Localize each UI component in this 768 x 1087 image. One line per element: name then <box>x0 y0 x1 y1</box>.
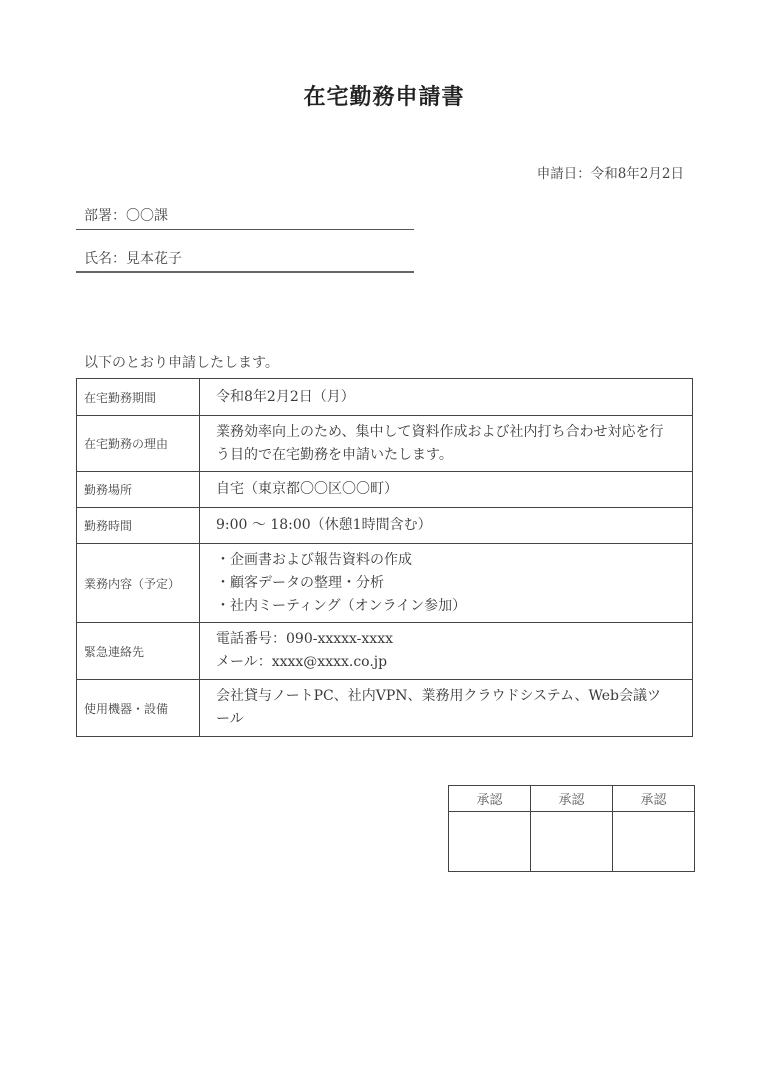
approval-header: 承認 <box>531 786 613 812</box>
table-row-hours <box>77 508 693 544</box>
table-row-tasks <box>77 544 693 623</box>
department-field: 部署：〇〇課 <box>76 204 414 230</box>
value-line: ・顧客データの整理・分析 <box>216 574 384 591</box>
row-value <box>200 416 693 472</box>
row-value <box>200 680 693 737</box>
value-line: 9:00 ～ 18:00（休憩1時間含む） <box>216 517 432 533</box>
row-value <box>200 623 693 680</box>
row-label: 業務内容（予定） <box>77 544 200 623</box>
value-line: 会社貸与ノートPC、社内VPN、業務用クラウドシステム、Web会議ツ <box>216 688 662 704</box>
approval-stamp-row <box>449 812 695 872</box>
row-label: 勤務時間 <box>77 508 200 544</box>
value-line: 電話番号：090-xxxxx-xxxx <box>216 631 393 647</box>
value-line: う目的で在宅勤務を申請いたします。 <box>216 446 453 463</box>
name-field: 氏名：見本花子 <box>76 247 414 273</box>
table-row-contact <box>77 623 693 680</box>
value-line: 自宅（東京都〇〇区〇〇町） <box>216 481 398 497</box>
value-line: 令和8年2月2日（月） <box>216 388 355 405</box>
apply-date: 申請日：令和8年2月2日 <box>536 166 684 182</box>
table-row-period <box>77 379 693 416</box>
row-value <box>200 544 693 623</box>
value-line: ・企画書および報告資料の作成 <box>216 551 412 568</box>
row-value <box>200 508 693 544</box>
application-table <box>76 378 693 737</box>
row-label: 緊急連絡先 <box>77 623 200 680</box>
value-line: メール：xxxx@xxxx.co.jp <box>216 654 388 670</box>
approval-header-row <box>449 786 695 812</box>
row-value <box>200 379 693 416</box>
approval-stamp-cell <box>449 812 531 872</box>
table-row-location <box>77 472 693 508</box>
intro-text: 以下のとおり申請したします。 <box>84 355 279 371</box>
value-line: ール <box>216 711 244 727</box>
approval-stamp-cell <box>531 812 613 872</box>
row-label: 在宅勤務期間 <box>77 379 200 416</box>
row-label: 在宅勤務の理由 <box>77 416 200 472</box>
row-label: 勤務場所 <box>77 472 200 508</box>
table-row-reason <box>77 416 693 472</box>
value-line: ・社内ミーティング（オンライン参加） <box>216 597 467 614</box>
document-title: 在宅勤務申請書 <box>303 84 465 110</box>
approval-stamp-table <box>448 785 695 872</box>
approval-stamp-cell <box>613 812 695 872</box>
row-label: 使用機器・設備 <box>77 680 200 737</box>
row-value <box>200 472 693 508</box>
approval-header: 承認 <box>449 786 531 812</box>
approval-header: 承認 <box>613 786 695 812</box>
table-row-equipment <box>77 680 693 737</box>
value-line: 業務効率向上のため、集中して資料作成および社内打ち合わせ対応を行 <box>216 423 664 440</box>
